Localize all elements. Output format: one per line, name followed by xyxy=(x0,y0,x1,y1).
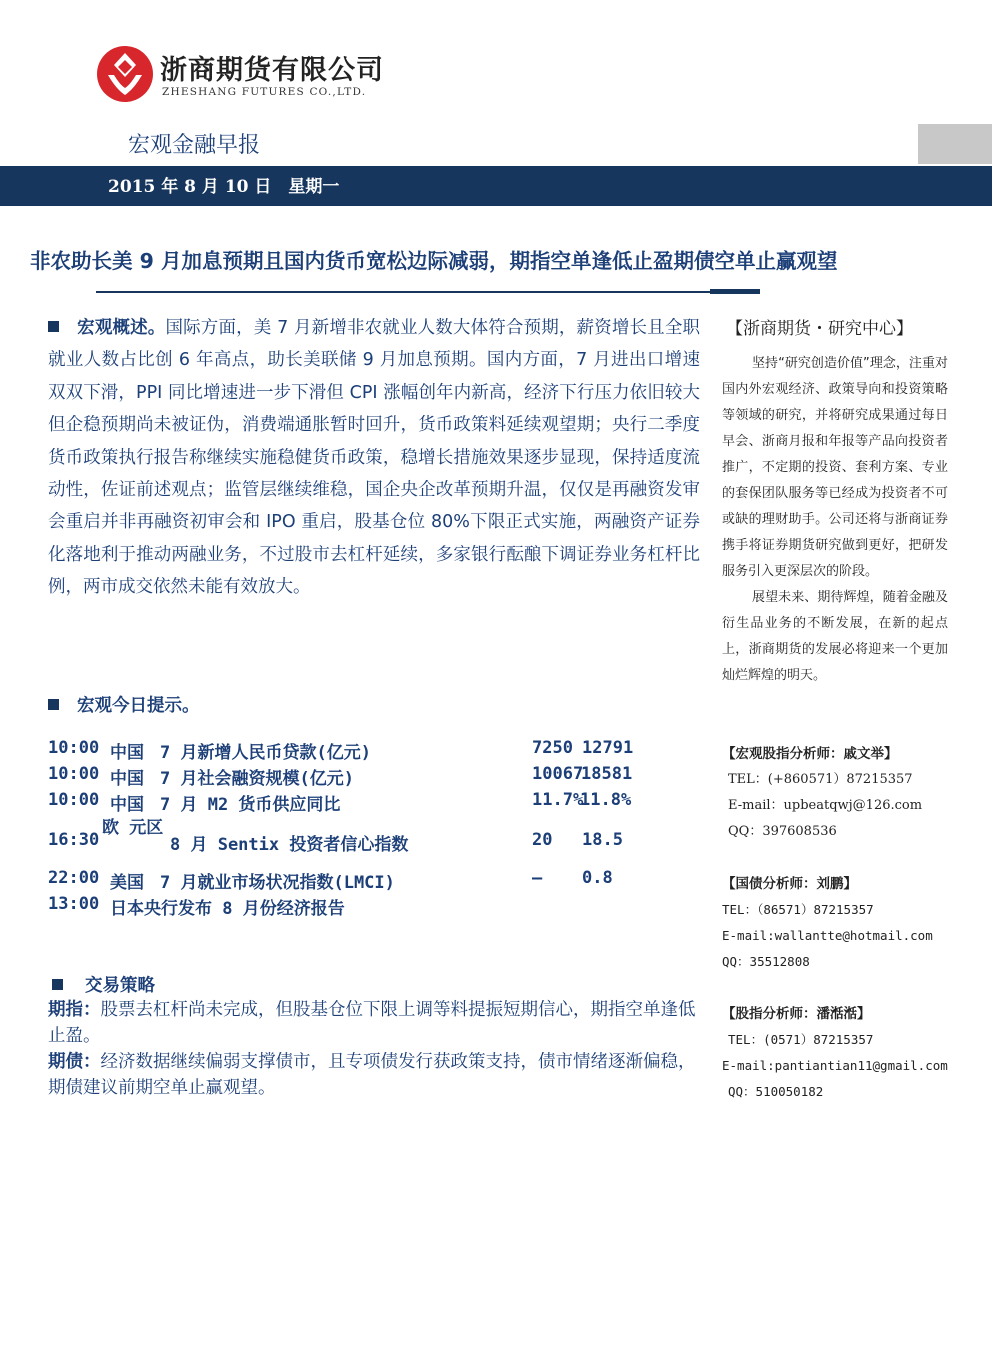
analyst-email[interactable]: E-mail:pantiantian11@gmail.com xyxy=(722,1058,948,1073)
calendar-time: 13:00 xyxy=(48,894,100,914)
calendar-forecast: 12791 xyxy=(582,738,634,758)
strategy-text: 股票去杠杆尚未完成，但股基仓位下限上调等料提振短期信心，期指空单逢低止盈。 xyxy=(48,1000,696,1046)
calendar-event: 7 月就业市场状况指数(LMCI) xyxy=(160,873,395,893)
analyst-qq: QQ：510050182 xyxy=(728,1084,824,1099)
analyst-tel: TEL：(0571）87215357 xyxy=(728,1032,874,1047)
analyst-title: 【国债分析师：刘鹏】 xyxy=(722,876,857,892)
strategy-label: 期指： xyxy=(48,1000,101,1020)
macro-overview xyxy=(48,312,700,604)
calendar-country: 美国 xyxy=(110,873,144,893)
calendar-country: 中国 xyxy=(110,769,144,789)
strategy-label: 期债： xyxy=(48,1052,101,1072)
analyst-contact xyxy=(722,1001,972,1105)
calendar-forecast: 18.5 xyxy=(582,830,623,850)
analyst-qq: QQ：397608536 xyxy=(728,824,837,839)
calendar-event: 7 月 M2 货币供应同比 xyxy=(160,795,341,815)
calendar-row xyxy=(48,764,698,790)
analyst-tel: TEL：(+860571）87215357 xyxy=(728,772,913,787)
strategy-text: 经济数据继续偏弱支撑债市，且专项债发行获政策支持，债市情绪逐渐偏稳，期债建议前期空单止赢观望。 xyxy=(48,1052,696,1098)
company-name-en: ZHESHANG FUTURES CO.,LTD. xyxy=(162,86,367,98)
calendar-previous: 11.7% xyxy=(532,790,584,810)
calendar-row xyxy=(48,868,698,894)
calendar-event: 7 月社会融资规模(亿元) xyxy=(160,769,354,789)
calendar-row xyxy=(48,894,698,920)
calendar-row xyxy=(48,790,698,816)
analyst-contact xyxy=(722,871,972,975)
calendar-row xyxy=(48,738,698,764)
calendar-country: 欧 元区 xyxy=(102,818,164,838)
calendar-forecast: 18581 xyxy=(581,764,633,784)
sidebar-paragraph: 坚持“研究创造价值”理念，注重对国内外宏观经济、政策导向和投资策略等领域的研究，并将研究成果通过每日早会、浙商月报和年报等产品向投资者推广，不定期的投资、套利方案、专业的套保团队服务等已经成为投资者不可或缺的理财助手。公司还将与浙商证券携手将证券期货研究做到更好，把研发服务引入更深层次的阶段。 xyxy=(722,356,948,579)
headline-divider xyxy=(96,291,710,293)
analyst-contact xyxy=(722,741,972,845)
calendar-table xyxy=(48,738,698,920)
calendar-time: 10:00 xyxy=(48,790,100,810)
analyst-email[interactable]: E-mail:wallantte@hotmail.com xyxy=(722,928,933,943)
bullet-square-icon xyxy=(52,979,63,990)
calendar-time: 10:00 xyxy=(48,738,100,758)
calendar-previous: — xyxy=(532,868,543,888)
analyst-qq: QQ：35512808 xyxy=(722,954,810,969)
calendar-country: 中国 xyxy=(110,743,144,763)
calendar-previous: 10067 xyxy=(532,764,584,784)
calendar-section-title: 宏观今日提示。 xyxy=(48,692,200,717)
header-accent-block xyxy=(918,124,992,164)
calendar-time: 10:00 xyxy=(48,764,100,784)
bullet-square-icon xyxy=(48,321,59,332)
calendar-country: 中国 xyxy=(110,795,144,815)
bullet-square-icon xyxy=(48,699,59,710)
sidebar-paragraph: 展望未来、期待辉煌，随着金融及衍生品业务的不断发展，在新的起点上，浙商期货的发展必将迎来一个更加灿烂辉煌的明天。 xyxy=(722,590,948,683)
report-title: 宏观金融早报 xyxy=(128,133,261,158)
analyst-email[interactable]: E-mail：upbeatqwj@126.com xyxy=(728,798,923,813)
analyst-title: 【股指分析师：潘湉湉】 xyxy=(722,1006,871,1022)
calendar-time: 16:30 xyxy=(48,830,100,850)
overview-title: 宏观概述。 xyxy=(77,318,166,338)
strategy-section-title: 交易策略 xyxy=(48,972,155,997)
report-date: 2015 年 8 月 10 日 星期一 xyxy=(108,177,340,197)
calendar-previous: 20 xyxy=(532,830,553,850)
headline: 非农助长美 9 月加息预期且国内货币宽松边际减弱，期指空单逢低止盈期债空单止赢观望 xyxy=(30,249,838,273)
sidebar-title: 【浙商期货・研究中心】 xyxy=(726,319,913,339)
strategy-bond-futures xyxy=(48,1049,700,1101)
company-name-cn: 浙商期货有限公司 xyxy=(160,55,384,86)
calendar-time: 22:00 xyxy=(48,868,100,888)
calendar-forecast: 0.8 xyxy=(582,868,613,888)
analyst-tel: TEL：（86571）87215357 xyxy=(722,902,874,917)
calendar-previous: 7250 xyxy=(532,738,573,758)
calendar-row xyxy=(48,816,698,868)
sidebar-intro xyxy=(722,351,948,689)
headline-divider-accent xyxy=(710,289,760,294)
calendar-event: 8 月 Sentix 投资者信心指数 xyxy=(170,835,409,855)
calendar-forecast: 11.8% xyxy=(580,790,632,810)
calendar-event: 7 月新增人民币贷款(亿元) xyxy=(160,743,371,763)
company-logo xyxy=(96,45,154,103)
strategy-index-futures xyxy=(48,997,700,1049)
analyst-title: 【宏观股指分析师：戚文举】 xyxy=(722,746,898,762)
overview-text: 国际方面，美 7 月新增非农就业人数大体符合预期，薪资增长且全职就业人数占比创 6 年高点，助长美联储 9 月加息预期。国内方面，7 月进出口增速双双下滑，PPI 同比增速进一步下滑但 CPI 涨幅创年内新高，经济下行压力依旧较大但企稳预期尚未被证伪，消费端通胀暂时回升，货币政策料延续观望期；央行二季度货币政策执行报告称继续实施稳健货币政策，稳增长措施效果逐步显现，保持适度流动性，佐证前述观点；监管层继续维稳，国企央企改革预期升温，仅仅是再融资发审会重启并非再融资初审会和 IPO 重启，股基仓位 80%下限正式实施，两融资产证券化落地利于推动两融业务，不过股市去杠杆延续，多家银行酝酿下调证券业务杠杆比例，两市成交依然未能有效放大。 xyxy=(48,318,701,598)
calendar-event: 日本央行发布 8 月份经济报告 xyxy=(110,899,345,919)
